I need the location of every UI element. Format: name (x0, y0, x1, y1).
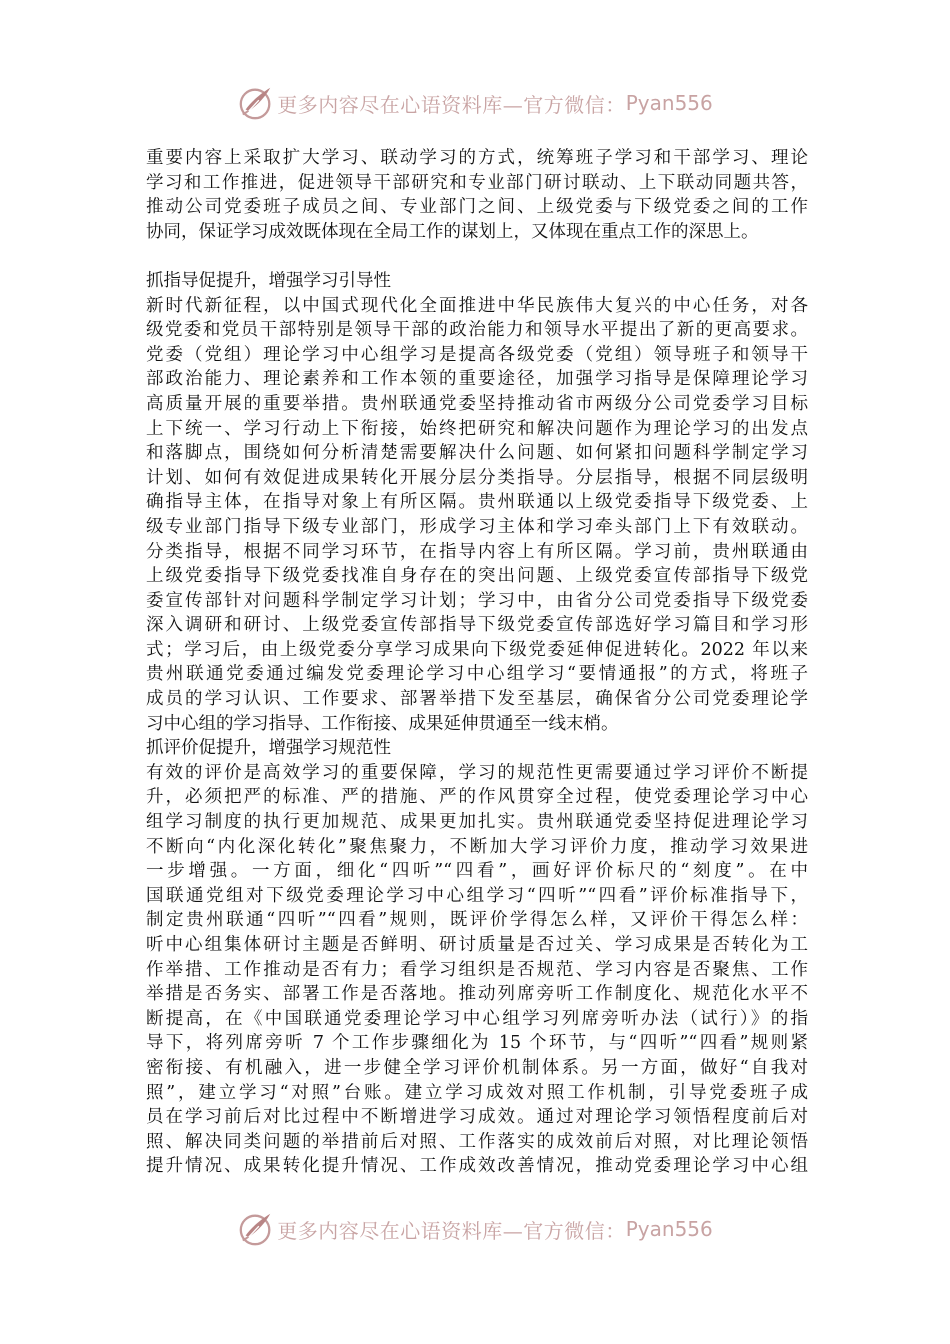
text-line: 习中心组的学习指导、工作衔接、成果延伸贯通至一线末梢。 (146, 713, 619, 734)
text-line: 高质量开展的重要举措。贵州联通党委坚持推动省市两级分公司党委学习目标 (146, 393, 808, 414)
section-heading-evaluation: 抓评价促提升，增强学习规范性 (146, 738, 391, 759)
text-line: 制定贵州联通“四听”“四看”规则，既评价学得怎么样，又评价干得怎么样： (146, 910, 808, 931)
text-line: 照”，建立学习“对照”台账。建立学习成效对照工作机制，引导党委班子成 (146, 1082, 808, 1103)
text-line: 国联通党组对下级党委理论学习中心组学习“四听”“四看”评价标准指导下， (146, 885, 808, 906)
text-line: 和落脚点，围绕如何分析清楚需要解决什么问题、如何紧扣问题科学制定学习 (146, 443, 808, 464)
text-line: 上级党委指导下级党委找准自身存在的突出问题、上级党委宣传部指导下级党 (146, 566, 808, 587)
text-line: 学习和工作推进，促进领导干部研究和专业部门研讨联动、上下联动同题共答， (146, 172, 808, 193)
text-line: 密衔接、有机融入，进一步健全学习评价机制体系。另一方面，做好“自我对 (146, 1057, 808, 1078)
text-line: 提升情况、成果转化提升情况、工作成效改善情况，推动党委理论学习中心组 (146, 1156, 808, 1177)
text-line: 作举措、工作推动是否有力；看学习组织是否规范、学习内容是否聚焦、工作 (146, 959, 808, 980)
paragraph-3 (146, 761, 808, 1179)
text-line: 一步增强。一方面，细化“四听”“四看”，画好评价标尺的“刻度”。在中 (146, 861, 808, 882)
text-line: 党委（党组）理论学习中心组学习是提高各级党委（党组）领导班子和领导干 (146, 344, 808, 365)
text-line: 不断向“内化深化转化”聚焦聚力，不断加大学习评价力度，推动学习效果进 (146, 836, 808, 857)
text-line: 确指导主体，在指导对象上有所区隔。贵州联通以上级党委指导下级党委、上 (146, 492, 808, 513)
text-line: 听中心组集体研讨主题是否鲜明、研讨质量是否过关、学习成果是否转化为工 (146, 935, 808, 955)
wechat-id: Pyan556 (625, 1217, 713, 1241)
text-line: 有效的评价是高效学习的重要保障，学习的规范性更需要通过学习评价不断提 (146, 762, 808, 783)
text-line: 重要内容上采取扩大学习、联动学习的方式，统筹班子学习和干部学习、理论 (146, 148, 808, 168)
text-line: 组学习制度的执行更加规范、成果更加扎实。贵州联通党委坚持促进理论学习 (146, 812, 808, 833)
header-watermark-banner (0, 83, 950, 123)
text-line: 员在学习前后对比过程中不断增进学习成效。通过对理论学习领悟程度前后对 (146, 1107, 808, 1128)
text-line: 协同，保证学习成效既体现在全局工作的谋划上，又体现在重点工作的深思上。 (146, 221, 759, 242)
text-line: 委宣传部针对问题科学制定学习计划；学习中，由省分公司党委指导下级党委 (146, 590, 808, 611)
paragraph-2 (146, 294, 808, 737)
text-line: 贵州联通党委通过编发党委理论学习中心组学习“要情通报”的方式，将班子 (146, 664, 808, 685)
text-line: 部政治能力、理论素养和工作本领的重要途径，加强学习指导是保障理论学习 (146, 369, 808, 390)
text-line: 式；学习后，由上级党委分享学习成果向下级党委延伸促进转化。2022 年以来 (146, 639, 808, 660)
text-line: 举措是否务实、部署工作是否落地。推动列席旁听工作制度化、规范化水平不 (146, 984, 808, 1005)
text-line: 导下，将列席旁听 7 个工作步骤细化为 15 个环节，与“四听”“四看”规则紧 (146, 1033, 808, 1054)
section-heading-guidance: 抓指导促提升，增强学习引导性 (146, 270, 391, 291)
text-line: 推动公司党委班子成员之间、专业部门之间、上级党委与下级党委之间的工作 (146, 197, 808, 218)
document-body (146, 146, 808, 1179)
paragraph-1 (146, 146, 808, 244)
text-line: 深入调研和研讨、上级党委宣传部指导下级党委宣传部选好学习篇目和学习形 (146, 615, 808, 636)
text-line: 分类指导，根据不同学习环节，在指导内容上有所区隔。学习前，贵州联通由 (146, 541, 808, 562)
paragraph-spacer (146, 244, 808, 269)
text-line: 上下统一、学习行动上下衔接，始终把研究和解决问题作为理论学习的出发点 (146, 418, 808, 439)
quill-logo-icon (237, 84, 275, 122)
text-line: 照、解决同类问题的举措前后对照、工作落实的成效前后对照，对比理论领悟 (146, 1131, 808, 1152)
text-line: 升，必须把严的标准、严的措施、严的作风贯穿全过程，使党委理论学习中心 (146, 787, 808, 808)
text-line: 级党委和党员干部特别是领导干部的政治能力和领导水平提出了新的更高要求。 (146, 320, 808, 341)
wechat-id: Pyan556 (625, 91, 713, 115)
text-line: 级专业部门指导下级专业部门，形成学习主体和学习牵头部门上下有效联动。 (146, 516, 808, 537)
text-line: 成员的学习认识、工作要求、部署举措下发至基层，确保省分公司党委理论学 (146, 689, 808, 710)
text-line: 计划、如何有效促进成果转化开展分层分类指导。分层指导，根据不同层级明 (146, 467, 808, 488)
quill-logo-icon (237, 1210, 275, 1248)
text-line: 新时代新征程，以中国式现代化全面推进中华民族伟大复兴的中心任务，对各 (146, 295, 808, 316)
footer-watermark-banner (0, 1209, 950, 1249)
text-line: 断提高，在《中国联通党委理论学习中心组学习列席旁听办法（试行）》的指 (146, 1008, 808, 1029)
banner-text: 更多内容尽在心语资料库—官方微信： (277, 1218, 626, 1243)
banner-text: 更多内容尽在心语资料库—官方微信： (277, 92, 626, 117)
